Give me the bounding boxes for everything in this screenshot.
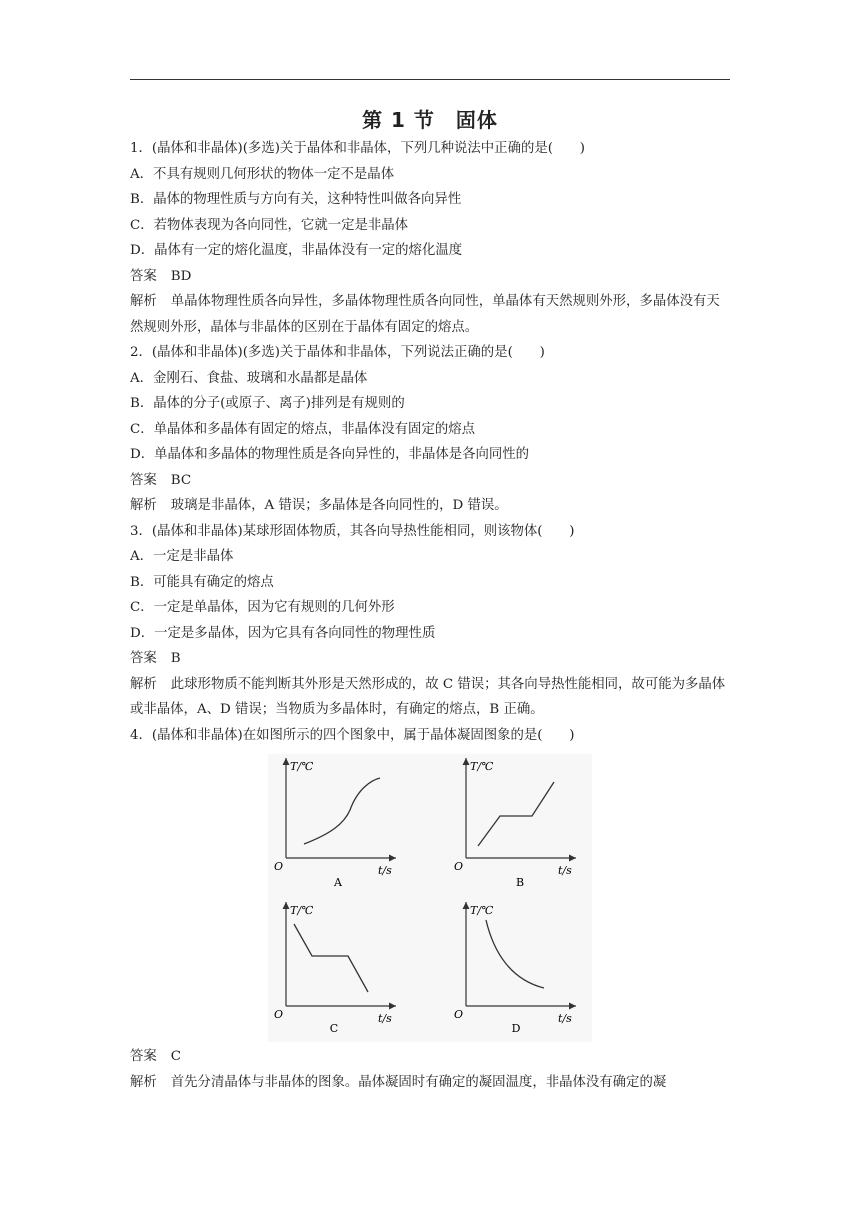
y-axis-label: T/℃ <box>290 904 314 917</box>
graph-label: C <box>329 1022 339 1035</box>
q2-option-b: B．晶体的分子(或原子、离子)排列是有规则的 <box>130 396 405 411</box>
answer-label: 答案 <box>130 472 157 488</box>
q1-option-b: B．晶体的物理性质与方向有关，这种特性叫做各向异性 <box>130 192 462 207</box>
analysis-label: 解析 <box>130 1074 157 1090</box>
x-axis-label: t/s <box>558 1012 572 1025</box>
q1-option-c: C．若物体表现为各向同性，它就一定是非晶体 <box>130 217 409 233</box>
graph-label: A <box>334 876 342 889</box>
q1-option-a: A．不具有规则几何形状的物体一定不是晶体 <box>130 166 395 182</box>
q4-answer <box>130 1044 730 1070</box>
y-axis-label: T/℃ <box>470 760 494 773</box>
q1-option-d: D．晶体有一定的熔化温度，非晶体没有一定的熔化温度 <box>130 243 463 258</box>
q3-analysis <box>130 672 730 723</box>
q4-figure <box>130 748 730 1048</box>
header-rule <box>130 79 730 80</box>
x-axis-label: t/s <box>378 1012 392 1025</box>
page-title: 第 1 节 固体 <box>362 108 498 132</box>
q2-option-c: C．单晶体和多晶体有固定的熔点，非晶体没有固定的熔点 <box>130 421 476 437</box>
q3-option-d: D．一定是多晶体，因为它具有各向同性的物理性质 <box>130 625 436 641</box>
q3-option-a: A．一定是非晶体 <box>130 549 234 564</box>
analysis-label: 解析 <box>130 498 157 513</box>
answer-label: 答案 <box>130 268 157 284</box>
q2-stem: 2．(晶体和非晶体)(多选)关于晶体和非晶体，下列说法正确的是( ) <box>130 345 545 360</box>
q4-analysis <box>130 1070 730 1096</box>
analysis-text: 首先分清晶体与非晶体的图象。晶体凝固时有确定的凝固温度，非晶体没有确定的凝 <box>170 1074 667 1090</box>
answer-value: BD <box>170 268 192 284</box>
y-axis-label: T/℃ <box>470 904 494 917</box>
graph-label: D <box>511 1022 521 1035</box>
x-axis-label: t/s <box>558 864 572 877</box>
answer-value: C <box>170 1049 182 1064</box>
q4-answer-block <box>130 1044 730 1095</box>
origin-label: O <box>274 1008 284 1021</box>
q4-graphs <box>268 754 592 1042</box>
q4-stem: 4．(晶体和非晶体)在如图所示的四个图象中，属于晶体凝固图象的是( ) <box>130 727 575 743</box>
q3-option-b: B．可能具有确定的熔点 <box>130 574 274 590</box>
answer-label: 答案 <box>130 1049 157 1064</box>
x-axis-label: t/s <box>378 864 392 877</box>
origin-label: O <box>454 1008 464 1021</box>
q3-stem: 3．(晶体和非晶体)某球形固体物质，其各向导热性能相同，则该物体( ) <box>130 523 575 539</box>
q2-analysis <box>130 493 730 519</box>
q1-stem: 1．(晶体和非晶体)(多选)关于晶体和非晶体，下列几种说法中正确的是( ) <box>130 141 585 156</box>
answer-value: BC <box>170 472 192 488</box>
q2-option-a: A．金刚石、食盐、玻璃和水晶都是晶体 <box>130 370 368 386</box>
y-axis-label: T/℃ <box>290 760 314 773</box>
answer-value: B <box>170 651 181 666</box>
analysis-text: 玻璃是非晶体，A 错误；多晶体是各向同性的，D 错误。 <box>170 498 508 513</box>
q1-answer <box>130 264 730 290</box>
q3-option-c: C．一定是单晶体，因为它有规则的几何外形 <box>130 600 395 615</box>
q2-option-d: D．单晶体和多晶体的物理性质是各向异性的，非晶体是各向同性的 <box>130 447 530 462</box>
origin-label: O <box>454 860 464 873</box>
answer-label: 答案 <box>130 651 157 666</box>
document-body <box>130 136 730 1048</box>
analysis-text: 此球形物质不能判断其外形是天然形成的，故 C 错误；其各向导热性能相同，故可能为多晶体或非晶体，A、D 错误；当物质为多晶体时，有确定的熔点，B 正确。 <box>130 676 726 717</box>
analysis-label: 解析 <box>130 676 157 692</box>
q2-answer <box>130 468 730 494</box>
analysis-label: 解析 <box>130 294 157 309</box>
q3-answer <box>130 646 730 672</box>
analysis-text: 单晶体物理性质各向异性，多晶体物理性质各向同性，单晶体有天然规则外形，多晶体没有天然规则外形，晶体与非晶体的区别在于晶体有固定的熔点。 <box>130 294 720 335</box>
origin-label: O <box>274 860 284 873</box>
q1-analysis <box>130 289 730 340</box>
graph-label: B <box>515 876 525 889</box>
